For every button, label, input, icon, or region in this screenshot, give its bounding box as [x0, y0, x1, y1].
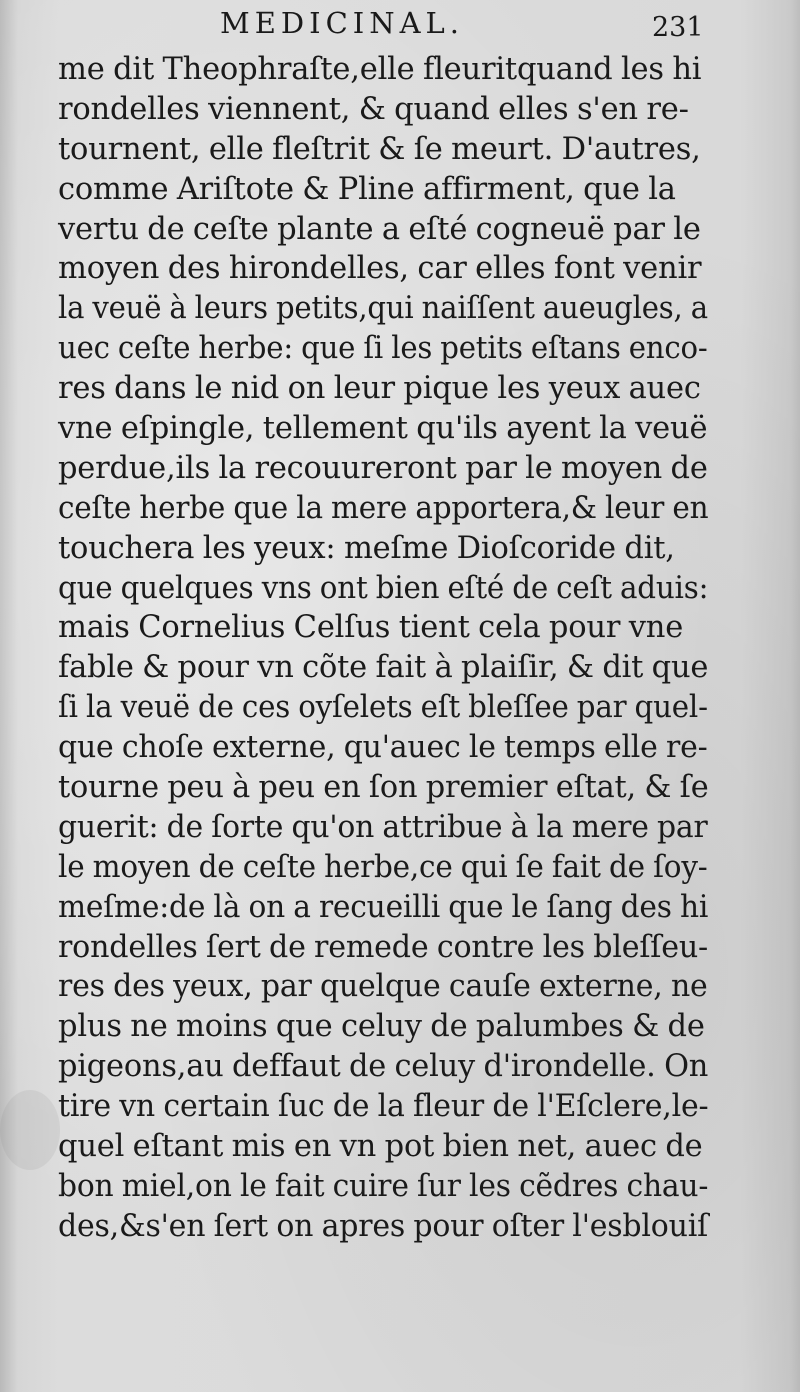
text-line: ſi la veuë de ces oyſelets eſt bleſſee par quel-: [58, 690, 708, 726]
paper-stain: [0, 1090, 60, 1170]
text-line: tourne peu à peu en ſon premier eſtat, & ſe: [58, 770, 709, 806]
text-line: uec ceſte herbe: que ſi les petits eſtans enco-: [58, 331, 708, 367]
text-line: fable & pour vn cõte fait à plaiſir, & dit que: [58, 650, 709, 686]
text-line: ceſte herbe que la mere apportera,& leur en: [58, 490, 709, 526]
running-head: [0, 4, 800, 44]
text-line: vertu de ceſte plante a eſté cogneuë par le: [58, 211, 701, 247]
text-line: guerit: de ſorte qu'on attribue à la mere par: [58, 809, 708, 845]
text-line: bon miel,on le fait cuire ſur les cẽdres chau-: [58, 1168, 709, 1204]
text-line: moyen des hirondelles, car elles font venir: [58, 251, 702, 287]
text-line: rondelles ſert de remede contre les bleſſeu-: [58, 929, 708, 965]
text-line: pigeons,au deffaut de celuy d'irondelle. On: [58, 1049, 709, 1085]
text-line: perdue,ils la recouureront par le moyen de: [58, 450, 708, 486]
text-line: me dit Theophraſte,elle fleuritquand les hi: [58, 52, 702, 87]
text-line: rondelles viennent, & quand elles s'en re-: [58, 91, 689, 127]
running-head-title: MEDICINAL.: [220, 6, 465, 40]
body-text: [58, 50, 708, 1247]
text-line: le moyen de ceſte herbe,ce qui ſe fait de ſoy-: [58, 849, 708, 885]
text-line: plus ne moins que celuy de palumbes & de: [58, 1009, 705, 1045]
page-number: 231: [652, 12, 704, 43]
text-line: vne eſpingle, tellement qu'ils ayent la veuë: [58, 411, 708, 447]
text-line: comme Ariſtote & Pline affirment, que la: [58, 171, 676, 207]
text-line: quel eſtant mis en vn pot bien net, auec de: [58, 1129, 703, 1165]
text-line: des,&s'en ſert on apres pour oſter l'esblouiſ: [58, 1208, 708, 1244]
text-line: touchera les yeux: meſme Dioſcoride dit,: [58, 530, 675, 566]
text-line: meſme:de là on a recueilli que le ſang des hi: [58, 889, 709, 925]
text-line: tire vn certain ſuc de la fleur de l'Eſclere,le-: [58, 1089, 709, 1125]
text-line: que quelques vns ont bien eſté de ceſt aduis:: [58, 570, 709, 606]
text-line: que choſe externe, qu'auec le temps elle re-: [58, 730, 708, 766]
text-line: res des yeux, par quelque cauſe externe, ne: [58, 969, 708, 1005]
text-line: mais Cornelius Celſus tient cela pour vne: [58, 610, 684, 646]
text-line: tournent, elle fleſtrit & ſe meurt. D'autres,: [58, 131, 701, 167]
text-line: res dans le nid on leur pique les yeux auec: [58, 371, 701, 407]
text-line: la veuë à leurs petits,qui naiſſent aueugles, a: [58, 291, 708, 327]
